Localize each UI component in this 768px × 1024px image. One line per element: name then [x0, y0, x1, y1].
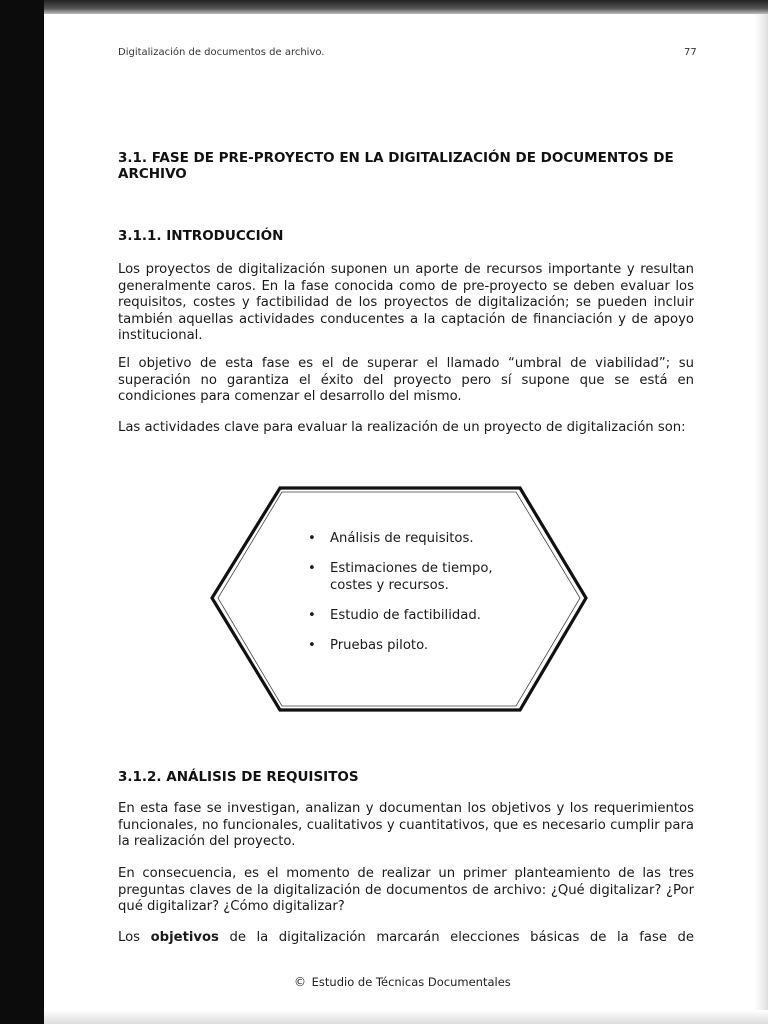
paragraph-text-start: Los: [118, 930, 151, 945]
paragraph-text-end: de la digitalización marcarán elecciones básicas de la fase de: [218, 930, 694, 945]
analisis-paragraph-3: [118, 930, 694, 947]
activities-list: [302, 530, 522, 667]
list-item: • Pruebas piloto.: [302, 637, 522, 654]
document-page: [44, 14, 754, 1010]
scan-shadow-right: [754, 14, 768, 1024]
introduccion-heading: 3.1.1. INTRODUCCIÓN: [118, 228, 284, 244]
keyword-objetivos: objetivos: [150, 930, 219, 945]
scan-shadow-left: [0, 0, 44, 1024]
scan-shadow-bottom: [44, 1010, 768, 1024]
introduccion-paragraph-3: Las actividades clave para evaluar la realización de un proyecto de digitalización son:: [118, 420, 686, 435]
footer-text: Estudio de Técnicas Documentales: [311, 975, 511, 989]
list-item: • Análisis de requisitos.: [302, 530, 522, 547]
analisis-paragraph-1: En esta fase se investigan, analizan y documentan los objetivos y los requerimientos funcionales, no funcionales, cualitativos y cuantitativos, que es necesario cumplir para la realización del proyecto.: [118, 801, 694, 850]
scan-shadow-top: [44, 0, 768, 14]
introduccion-paragraph-1: Los proyectos de digitalización suponen un aporte de recursos importante y resultan generalmente caros. En la fase conocida como de pre-proyecto se deben evaluar los requisitos, costes y factibilidad de los proyectos de digitalización; se pueden incluir también aquellas actividades conducentes a la captación de financiación y de apoyo institucional.: [118, 262, 694, 344]
section-title: 3.1. FASE DE PRE-PROYECTO EN LA DIGITALIZACIÓN DE DOCUMENTOS DE ARCHIVO: [118, 150, 674, 182]
analisis-heading: 3.1.2. ANÁLISIS DE REQUISITOS: [118, 769, 359, 785]
list-item: • Estudio de factibilidad.: [302, 607, 522, 624]
page-footer: [294, 975, 511, 989]
page-number: 77: [684, 47, 697, 58]
list-item: • Estimaciones de tiempo, costes y recursos.: [302, 560, 522, 594]
copyright-icon: ©: [294, 975, 306, 989]
analisis-paragraph-2: En consecuencia, es el momento de realizar un primer planteamiento de las tres preguntas claves de la digitalización de documentos de archivo: ¿Qué digitalizar? ¿Por qué digitalizar? ¿Cómo digitalizar?: [118, 866, 694, 915]
introduccion-paragraph-2: El objetivo de esta fase es el de superar el llamado “umbral de viabilidad”; su superación no garantiza el éxito del proyecto pero sí supone que se está en condiciones para comenzar el desarrollo del mismo.: [118, 356, 694, 405]
running-title: Digitalización de documentos de archivo.: [118, 47, 325, 58]
